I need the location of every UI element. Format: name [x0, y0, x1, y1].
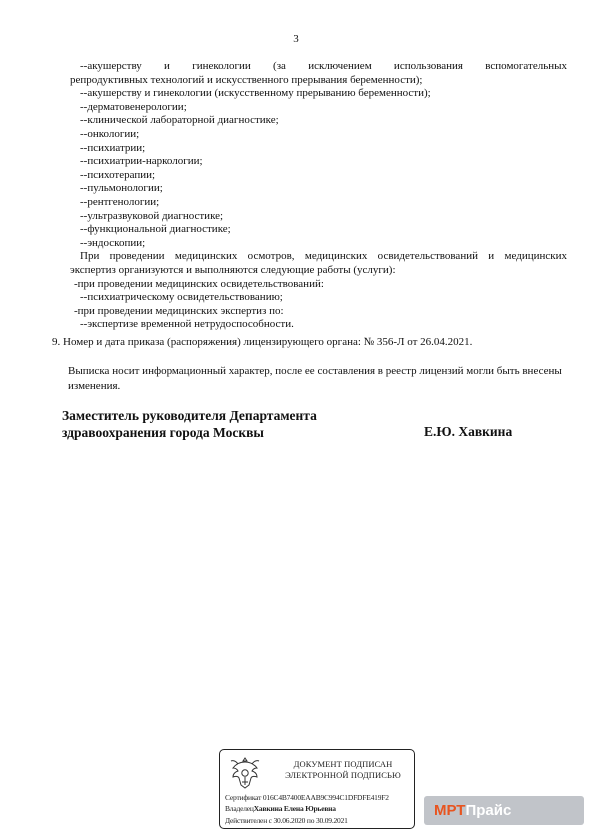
signatory-name: Е.Ю. Хавкина: [424, 424, 513, 439]
owner-label: Владелец: [225, 804, 254, 813]
list-line: --рентгенологии;: [80, 195, 160, 208]
list-line: --функциональной диагностике;: [80, 223, 231, 236]
item-9-order-number: 9. Номер и дата приказа (распоряжения) лицензирующего органа: № 356-Л от 26.04.2021.: [52, 336, 473, 348]
stamp-header: [274, 759, 412, 781]
signatory-position: [62, 407, 317, 441]
certificate-line: [225, 793, 389, 802]
stamp-header-line1: ДОКУМЕНТ ПОДПИСАН: [293, 759, 393, 769]
list-line: -при проведении медицинских экспертиз по:: [74, 304, 284, 317]
license-activity-list: [62, 60, 567, 332]
brand-part-1: МРТ: [434, 802, 466, 819]
owner-line: [225, 804, 336, 813]
disclaimer-note: Выписка носит информационный характер, после ее составления в реестр лицензий могли быть внесены изменения.: [68, 365, 562, 392]
certificate-value: 016C4B7400EAAB9C994C1DFDFE419F2: [262, 793, 389, 802]
list-line: --эндоскопии;: [80, 236, 146, 249]
list-line: экспертиз организуются и выполняются следующие работы (услуги):: [70, 263, 396, 276]
list-line: --клинической лабораторной диагностике;: [80, 114, 279, 127]
list-line: -при проведении медицинских освидетельствований:: [74, 277, 324, 290]
list-line: При проведении медицинских осмотров, медицинских освидетельствований и медицинских: [80, 250, 567, 263]
digital-signature-stamp: [219, 749, 415, 829]
brand-watermark: [424, 796, 584, 825]
list-line: --акушерству и гинекологии (искусственному прерыванию беременности);: [80, 87, 431, 100]
list-line: --акушерству и гинекологии (за исключением использования вспомогательных: [80, 60, 567, 72]
list-line: репродуктивных технологий и искусственного прерывания беременности);: [70, 73, 423, 86]
certificate-label: Сертификат: [225, 793, 262, 802]
list-line: --пульмонологии;: [80, 182, 163, 195]
list-line: --психиатрии;: [80, 141, 146, 154]
owner-value: Хавкина Елена Юрьевна: [253, 804, 336, 813]
list-line: --психотерапии;: [80, 168, 156, 181]
list-line: --ультразвуковой диагностике;: [80, 209, 224, 222]
validity-line: Действителен с 30.06.2020 по 30.09.2021: [225, 816, 348, 825]
brand-part-2: Прайс: [465, 802, 512, 819]
list-line: --онкологии;: [80, 127, 140, 140]
page-number: 3: [293, 33, 299, 45]
list-line: --дерматовенерологии;: [80, 100, 187, 113]
stamp-header-line2: ЭЛЕКТРОННОЙ ПОДПИСЬЮ: [285, 770, 401, 780]
signatory-position-line1: Заместитель руководителя Департамента: [62, 408, 317, 423]
list-line: --психиатрии-наркологии;: [80, 155, 203, 168]
list-line: --экспертизе временной нетрудоспособности.: [80, 318, 294, 331]
signatory-position-line2: здравоохранения города Москвы: [62, 425, 264, 440]
coat-of-arms-icon: [229, 755, 261, 791]
list-line: --психиатрическому освидетельствованию;: [80, 291, 283, 304]
